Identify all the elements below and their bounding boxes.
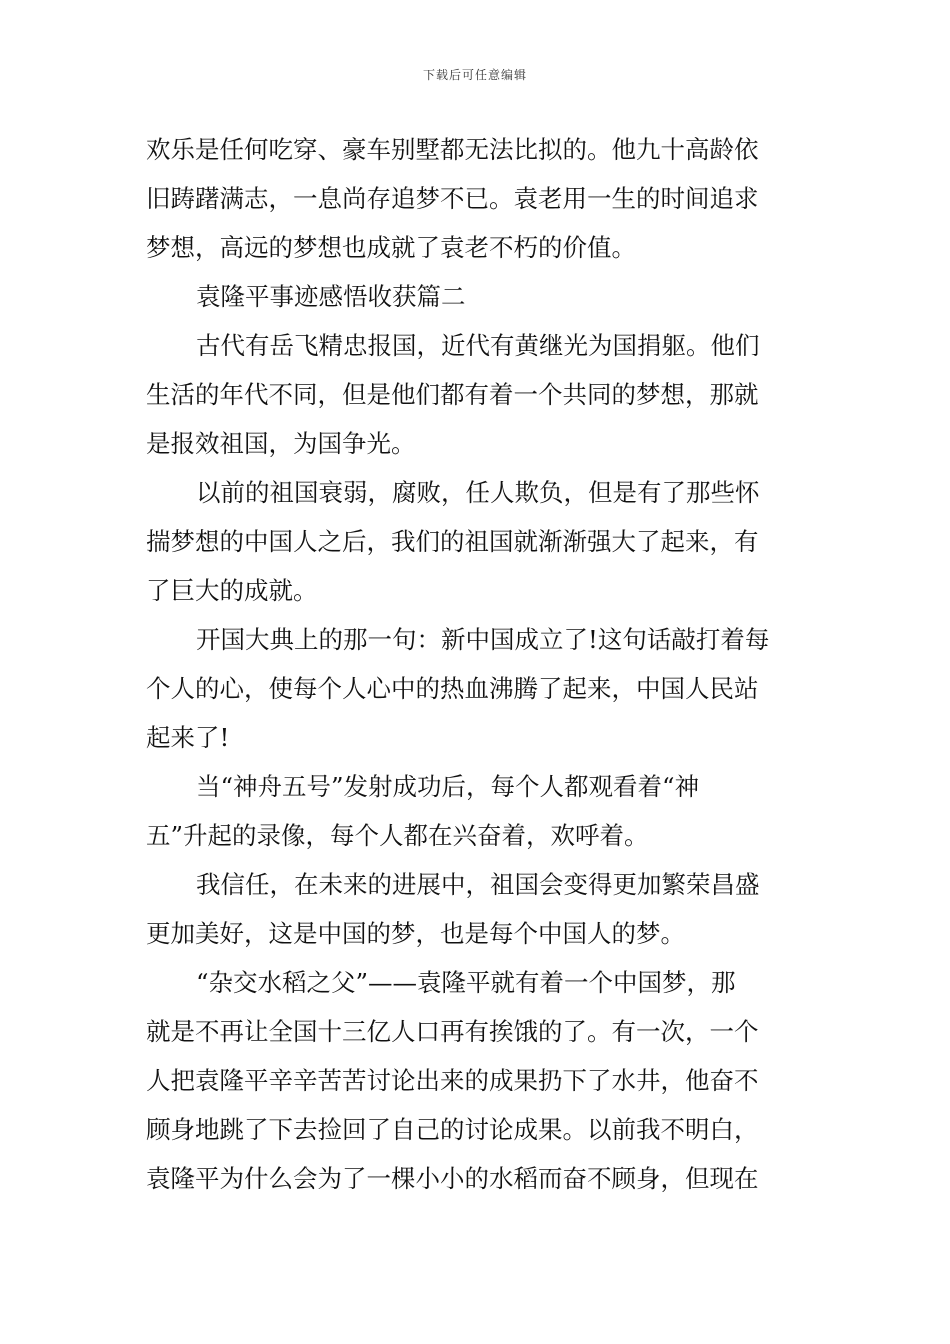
text-line: 梦想，高远的梦想也成就了袁老不朽的价值。 bbox=[146, 233, 636, 262]
text-line: 五”升起的录像，每个人都在兴奋着，欢呼着。 bbox=[146, 821, 649, 850]
text-line: 袁隆平为什么会为了一棵小小的水稻而奋不顾身，但现在 bbox=[146, 1164, 759, 1193]
document-body bbox=[146, 125, 810, 1203]
text-line: 古代有岳飞精忠报国，近代有黄继光为国捐躯。他们 bbox=[196, 331, 760, 360]
text-line: 个人的心，使每个人心中的热血沸腾了起来，中国人民站 bbox=[146, 674, 759, 703]
text-line: 了巨大的成就。 bbox=[146, 576, 318, 605]
text-line: “杂交水稻之父”——袁隆平就有着一个中国梦，那 bbox=[196, 968, 736, 997]
text-line: 揣梦想的中国人之后，我们的祖国就渐渐强大了起来，有 bbox=[146, 527, 759, 556]
text-line: 生活的年代不同，但是他们都有着一个共同的梦想，那就 bbox=[146, 380, 759, 409]
text-line: 以前的祖国衰弱，腐败，任人欺负，但是有了那些怀 bbox=[196, 478, 760, 507]
text-line: 旧踌躇满志，一息尚存追梦不已。袁老用一生的时间追求 bbox=[146, 184, 759, 213]
text-line: 就是不再让全国十三亿人口再有挨饿的了。有一次，一个 bbox=[146, 1017, 759, 1046]
text-line: 当“神舟五号”发射成功后，每个人都观看着“神 bbox=[196, 772, 700, 801]
text-line: 更加美好，这是中国的梦，也是每个中国人的梦。 bbox=[146, 919, 685, 948]
text-line: 顾身地跳了下去捡回了自己的讨论成果。以前我不明白， bbox=[146, 1115, 759, 1144]
text-line: 我信任，在未来的进展中，祖国会变得更加繁荣昌盛 bbox=[196, 870, 760, 899]
text-line: 人把袁隆平辛辛苦苦讨论出来的成果扔下了水井，他奋不 bbox=[146, 1066, 759, 1095]
page-header-note: 下载后可任意编辑 bbox=[422, 68, 527, 82]
text-line: 开国大典上的那一句：新中国成立了!这句话敲打着每 bbox=[196, 625, 770, 654]
section-heading: 袁隆平事迹感悟收获篇二 bbox=[196, 282, 466, 311]
text-line: 欢乐是任何吃穿、豪车别墅都无法比拟的。他九十高龄依 bbox=[146, 135, 759, 164]
text-line: 是报效祖国，为国争光。 bbox=[146, 429, 416, 458]
text-line: 起来了! bbox=[146, 723, 230, 752]
